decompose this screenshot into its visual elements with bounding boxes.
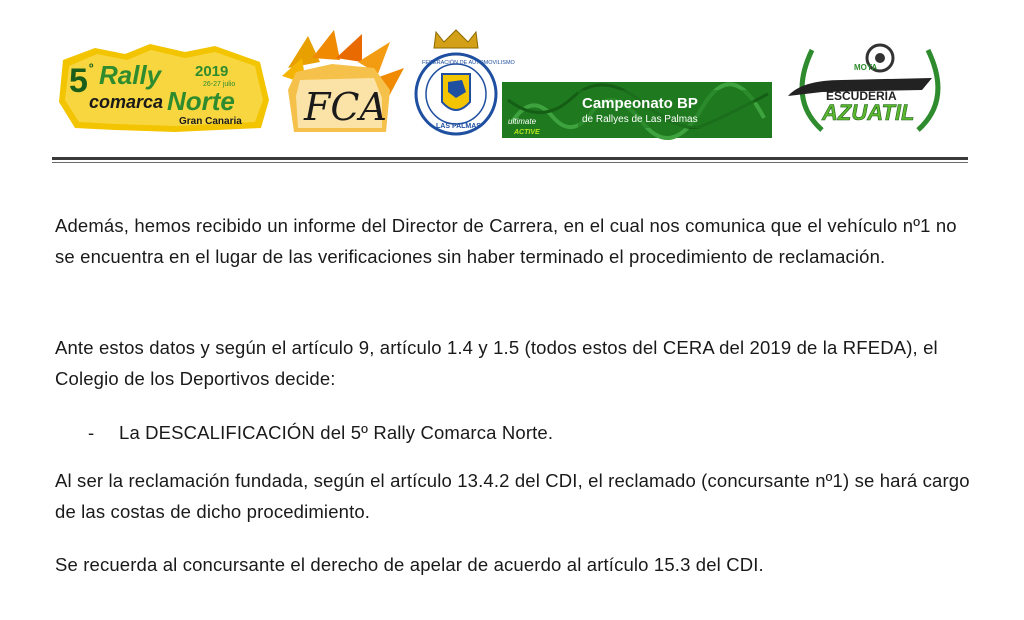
federation-logo — [412, 26, 515, 138]
campeonato-bp-logo — [502, 82, 772, 138]
rally-comarca: comarca — [89, 92, 164, 112]
escuderia-azuatil-logo — [782, 40, 958, 140]
rally-number: 5 — [69, 62, 88, 100]
paragraph-report: Además, hemos recibido un informe del Director de Carrera, en el cual nos comunica que el vehículo nº1 no se encuentra en el lugar de las verificaciones sin haber terminado el procedimiento de reclamación. — [55, 215, 957, 267]
rally-place: Gran Canaria — [179, 116, 242, 127]
bp-subtitle: de Rallyes de Las Palmas — [582, 114, 698, 125]
federation-bottom-text: LAS PALMAS — [436, 123, 481, 130]
bullet-marker: - — [88, 422, 95, 443]
federation-ring-text: FEDERACIÓN DE AUTOMOVILISMO — [422, 60, 515, 66]
bp-badge-active: ACTIVE — [514, 129, 540, 136]
azuatil-moya: MOYA — [854, 63, 878, 72]
azuatil-name: AZUATIL — [822, 100, 915, 125]
bullet-text: La DESCALIFICACIÓN del 5º Rally Comarca Norte. — [119, 422, 554, 443]
svg-text:º: º — [89, 61, 94, 75]
rally-word: Rally — [99, 60, 162, 90]
azuatil-escuderia: ESCUDERÍA — [826, 89, 897, 103]
paragraph-decision-intro: Ante estos datos y según el artículo 9, artículo 1.4 y 1.5 (todos estos del CERA del 2019 de la RFEDA), el Colegio de los Deportivos decide: — [55, 337, 938, 389]
header-divider — [52, 157, 968, 160]
rally-comarca-norte-logo — [55, 40, 273, 136]
header-divider-thin — [52, 162, 968, 163]
bp-title: Campeonato BP — [582, 95, 698, 112]
fca-text: FCA — [304, 85, 387, 129]
paragraph-costs: Al ser la reclamación fundada, según el artículo 13.4.2 del CDI, el reclamado (concursante nº1) se hará cargo de las costas de dicho procedimiento. — [55, 470, 970, 522]
rally-dates: 26-27 julio — [203, 81, 236, 88]
rally-norte: Norte — [167, 86, 235, 116]
bp-badge-ultimate: ultimate — [508, 117, 537, 126]
fca-logo — [278, 28, 406, 140]
decision-bullet — [88, 417, 1003, 448]
paragraph-appeal: Se recuerda al concursante el derecho de apelar de acuerdo al artículo 15.3 del CDI. — [55, 554, 764, 575]
rally-year: 2019 — [195, 63, 229, 80]
